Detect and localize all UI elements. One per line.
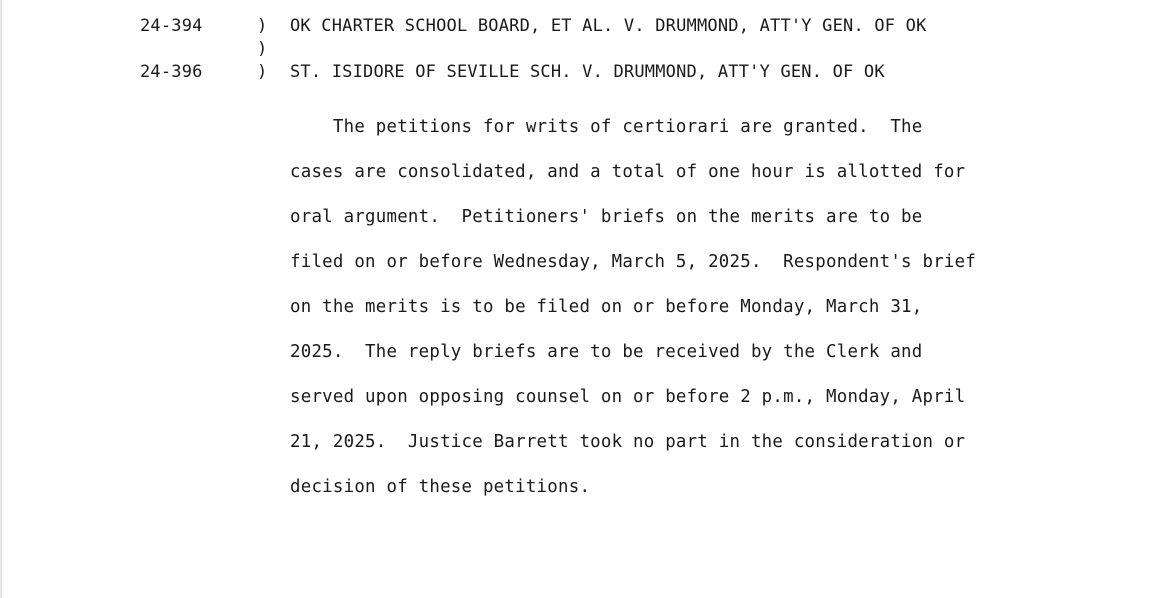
caption-bracket: )	[257, 16, 268, 36]
order-line: on the merits is to be filed on or before Monday, March 31,	[290, 297, 923, 317]
order-line: oral argument. Petitioners' briefs on the merits are to be	[290, 207, 923, 227]
case-name: ST. ISIDORE OF SEVILLE SCH. V. DRUMMOND, ATT'Y GEN. OF OK	[290, 62, 885, 82]
case-name: OK CHARTER SCHOOL BOARD, ET AL. V. DRUMMOND, ATT'Y GEN. OF OK	[290, 16, 927, 36]
order-line: decision of these petitions.	[290, 477, 591, 497]
case-caption	[2, 0, 1170, 100]
caption-bracket: )	[257, 62, 268, 82]
order-line: 21, 2025. Justice Barrett took no part in the consideration or	[290, 432, 966, 452]
order-line: The petitions for writs of certiorari are granted. The	[290, 117, 923, 137]
caption-bracket: )	[257, 39, 268, 59]
docket-number: 24-394	[140, 16, 203, 36]
order-line: cases are consolidated, and a total of one hour is allotted for	[290, 162, 966, 182]
order-text	[290, 105, 1050, 510]
docket-number: 24-396	[140, 62, 203, 82]
order-line: 2025. The reply briefs are to be received by the Clerk and	[290, 342, 923, 362]
order-line: filed on or before Wednesday, March 5, 2025. Respondent's brief	[290, 252, 977, 272]
order-line: served upon opposing counsel on or before 2 p.m., Monday, April	[290, 387, 966, 407]
